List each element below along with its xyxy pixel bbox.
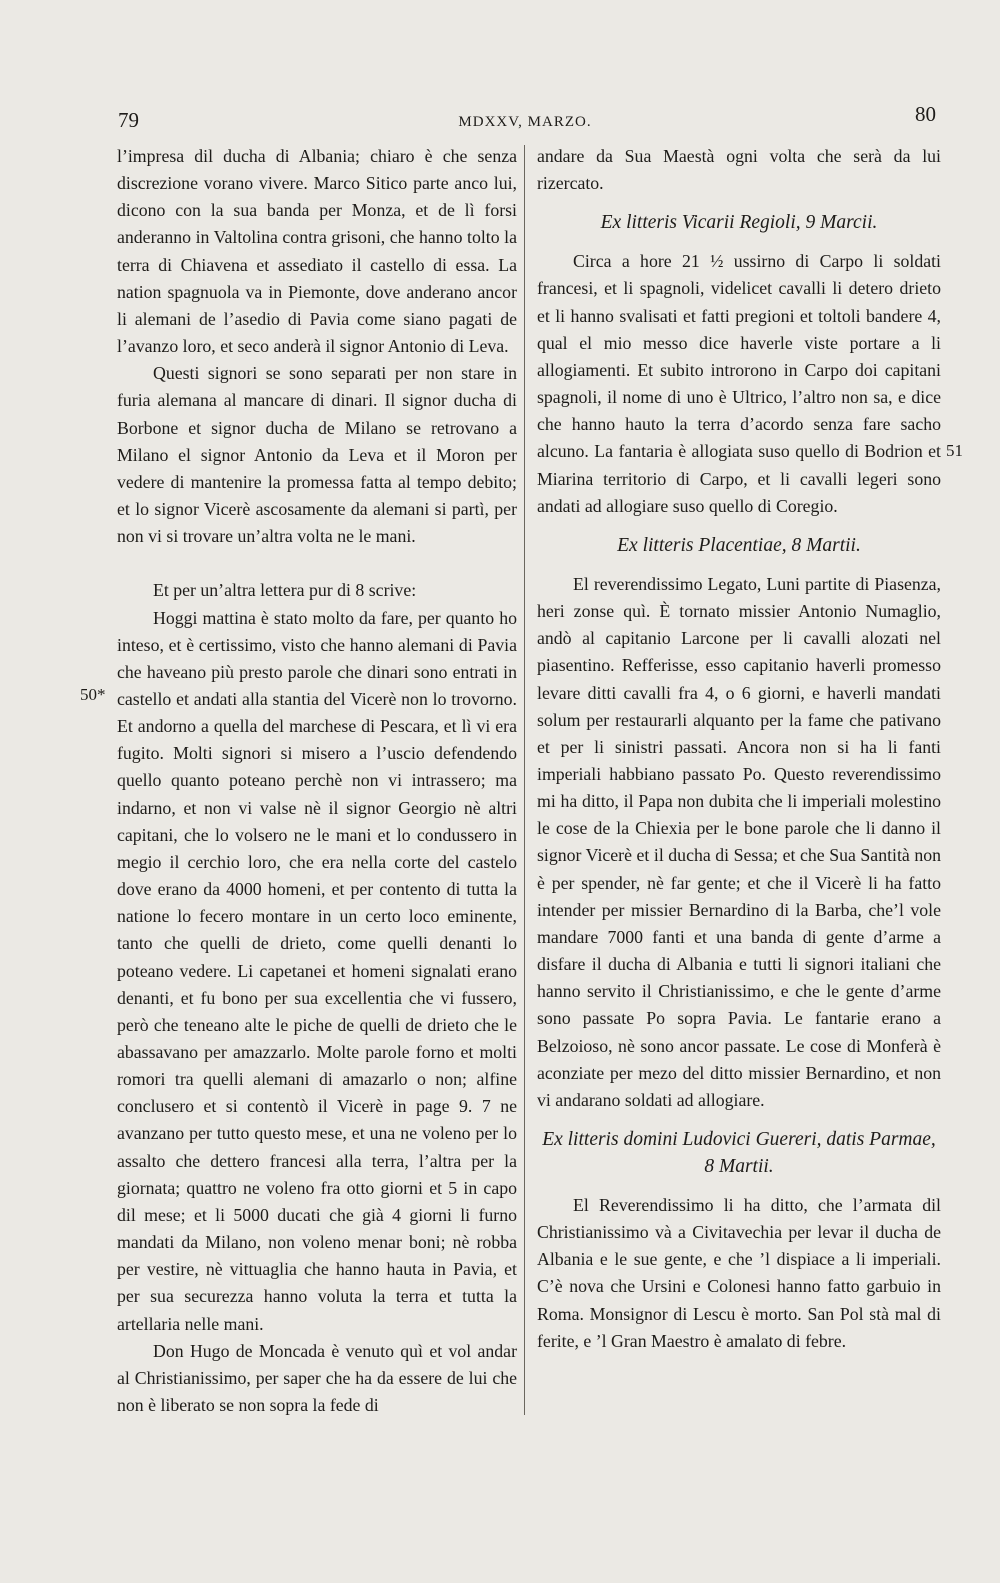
paragraph: Circa a hore 21 ½ ussirno di Carpo li soldati francesi, et li spagnoli, videlicet cavalli li detero drieto et li hanno svalisati et fatti pregioni et toltoli bandere 4, qual el mio messo dice haverle viste portare a li allogiamenti. Et subito introrono in Carpo doi capitani spagnoli, il nome di uno è Ultrico, l’altro non sa, e dice che hanno hauto la terra d’acordo senza fare sacho alcuno. La fantaria è allogiata suso quello di Bodrion et Miarina territorio di Carpo, et li cavalli legeri sono andati ad allogiare suso quello di Coregio. bbox=[537, 251, 941, 516]
section-heading: Ex litteris Vicarii Regioli, 9 Marcii. bbox=[600, 212, 878, 234]
section-heading: Ex litteris Placentiae, 8 Martii. bbox=[617, 534, 861, 556]
paragraph: andare da Sua Maestà ogni volta che serà da lui rizercato. bbox=[537, 146, 941, 194]
paragraph: Et per un’altra lettera pur di 8 scrive: bbox=[153, 580, 417, 601]
paragraph: El reverendissimo Legato, Luni partite di Piasenza, heri zonse quì. È tornato missier Antonio Numaglio, andò al capitanio Larcone per li cavalli alozati nel piasentino. Refferisse, esso capitanio haverli promesso levare ditti cavalli fra 4, o 6 giorni, e haverli mandati solum per restaurarli alquanto per la fame che pativano et per li sinistri passati. Ancora non si ha li fanti imperiali habbiano passato Po. Questo reverendissimo mi ha ditto, il Papa non dubita che li imperiali molestino le cose de la Chiexia per le bone parole che li danno il signor Vicerè et il ducha di Sessa; et che Sua Santità non è per spender, nè far gente; et che il Vicerè li ha fatto intender per missier Bernardino di la Barba, che’l vole mandare 7000 fanti et una banda di gente d’arme a disfare il ducha di Albania e tutti li signori italiani che hanno servito il Christianissimo, e che le gente d’arme sono passate Po sopra Pavia. Le fantarie erano a Belzoioso, nè sono ancor passate. Le cose di Monferà è aconziate per mezo del ditto missier Bernardino, et non vi andarano soldati ad allogiare. bbox=[537, 573, 941, 1110]
page-number-right: 80 bbox=[915, 102, 936, 126]
section-heading: Ex litteris domini Ludovici Guereri, datis Parmae, 8 Martii. bbox=[542, 1129, 936, 1177]
paragraph: Don Hugo de Moncada è venuto quì et vol andar al Christianissimo, per saper che ha da essere de lui che non è liberato se non sopra la fede di bbox=[117, 1340, 517, 1416]
running-title: MDXXV, MARZO. bbox=[458, 114, 592, 130]
margin-note-left: 50* bbox=[80, 685, 106, 704]
right-column bbox=[537, 143, 941, 1355]
margin-note-right: 51 bbox=[946, 441, 963, 460]
paragraph: Questi signori se sono separati per non stare in furia alemana al mancare di dinari. Il signor ducha di Borbone et signor ducha de Milano se retrovano a Milano el signor Antonio da Leva et il Moron per vedere di mantenire la promessa fatta al tempo debito; et lo signor Vicerè ascosamente da alemani si partì, per non vi si trovare un’altra volta ne le mani. bbox=[117, 363, 517, 547]
paragraph: Hoggi mattina è stato molto da fare, per quanto ho inteso, et è certissimo, visto che hanno alemani di Pavia che haveano più presto parole che dinari sono entrati in castello et andati alla stantia del Vicerè non lo trovorno. Et andorno a quella del marchese di Pescara, et lì vi era fugito. Molti signori si misero a l’uscio defendendo quello quanto poteano perchè non vi intrassero; ma indarno, et non vi valse nè il signor Georgio nè altri capitani, che lo volsero ne le mani et lo condussero in megio il cerchio loro, che era nella corte del castelo dove erano da 4000 homeni, et per contento di tutta la natione lo fecero montare in un certo loco eminente, tanto che quelli de drieto, come quelli denanti lo poteano vedere. Li capetanei et homeni signalati erano denanti, et fu bono per sua excellentia che vi fussero, però che teneano alte le piche de quelli de drieto che le abassavano per amazzarlo. Molte parole forno et molti romori tra quelli alemani di amazarlo o non; alfine conclusero et si contentò il Vicerè in page 9. 7 ne avanzano per tutto questo mese, et una ne voleno per lo assalto che dettero francesi alla terra, l’altra per la giornata; quattro ne voleno fra otto giorni et 5 in capo dil mese; et li 5000 ducati che già 4 giorni li furno mandati da Milano, non voleno menar boni; nè robba per vestire, nè vittuaglia che hanno hauta in Pavia, et per sua securezza hanno voluta la terra et tutta la artellaria nelle mani. bbox=[117, 607, 517, 1334]
page-number-left: 79 bbox=[118, 108, 139, 132]
paragraph: El Reverendissimo li ha ditto, che l’armata dil Christianissimo và a Civitavechia per levar il ducha de Albania e le sue gente, e che ’l dispiace a li imperiali. C’è nova che Ursini e Colonesi hanno fatto garbuio in Roma. Monsignor di Lescu è morto. San Pol stà mal di ferite, e ’l Gran Maestro è amalato di febre. bbox=[537, 1195, 941, 1351]
column-divider bbox=[524, 145, 525, 1415]
left-column bbox=[117, 143, 517, 1419]
paragraph: l’impresa dil ducha di Albania; chiaro è che senza discrezione vorano vivere. Marco Sitico parte anco lui, dicono con la sua banda per Monza, et de lì forsi anderanno in Valtolina contra grisoni, che hanno tolto la terra di Chiavena et assediato il castello di essa. La nation spagnuola va in Piemonte, dove anderano ancor li alemani de l’asedio di Pavia come siano pagati de l’avanzo loro, et seco anderà il signor Antonio di Leva. bbox=[117, 146, 517, 357]
running-header bbox=[110, 102, 940, 136]
